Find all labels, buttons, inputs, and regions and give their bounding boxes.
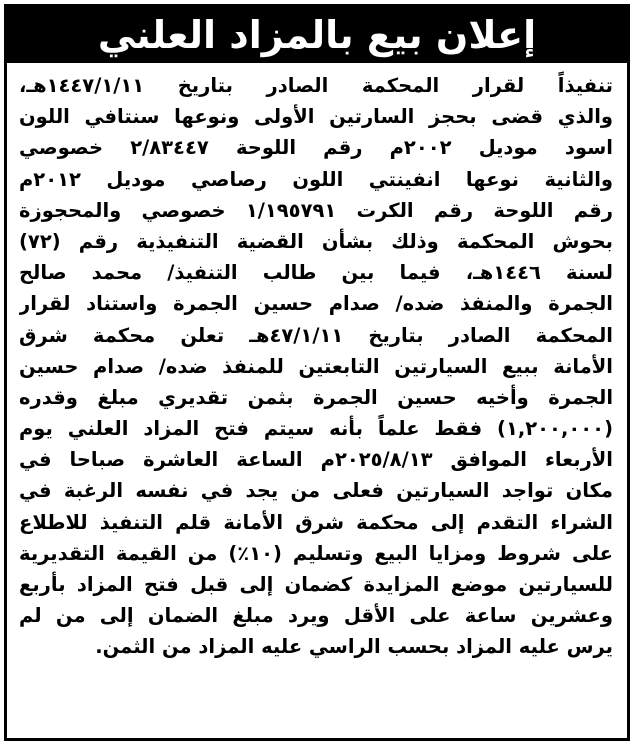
notice-line: المحكمة الصادر بتاريخ ٤٧/١/١١هـ تعلن محكمة شرق [19,323,613,347]
notice-line: الشراء التقدم إلى محكمة شرق الأمانة قلم التنفيذ للاطلاع [19,510,613,534]
notice-line: الأمانة ببيع السيارتين التابعتين للمنفذ ضده/ صدام حسين [19,354,613,378]
notice-line: يرس عليه المزاد بحسب الراسي عليه المزاد من الثمن. [95,635,613,659]
notice-body [19,70,613,663]
notice-line: مكان تواجد السيارتين فعلى من يجد في نفسه الرغبة في [19,479,613,503]
notice-line: على شروط ومزايا البيع وتسليم (١٠٪) من القيمة التقديرية [19,541,613,565]
notice-line: اسود موديل ٢٠٠٢م رقم اللوحة ٢/٨٣٤٤٧ خصوصي [19,136,613,160]
notice-line: والذي قضى بحجز السارتين الأولى ونوعها سنتافي اللون [19,105,613,129]
notice-line: رقم اللوحة رقم الكرت ١/١٩٥٧٩١ خصوصي والمحجوزة [19,198,613,222]
notice-line: (١,٢٠٠,٠٠٠) فقط علماً بأنه سيتم فتح المزاد العلني يوم [19,417,613,441]
notice-line: والثانية نوعها انفينتي اللون رصاصي موديل ٢٠١٢م [19,167,613,191]
notice-header [7,7,627,63]
notice-title: إعلان بيع بالمزاد العلني [97,13,537,57]
notice-line: الأربعاء الموافق ٢٠٢٥/٨/١٣م الساعة العاشرة صباحا في [19,448,613,472]
notice-line: للسيارتين موضع المزايدة كضمان إلى قبل فتح المزاد بأربع [19,573,613,596]
notice-line: الجمرة وأخيه حسين الجمرة بثمن تقديري مبلغ وقدره [19,385,613,409]
notice-line: وعشرين ساعة على الأقل ويرد مبلغ الضمان إلى من لم [19,604,613,628]
notice-line: الجمرة والمنفذ ضده/ صدام حسين الجمرة واستناد لقرار [19,292,613,316]
notice-frame [4,4,630,741]
notice-line: لسنة ١٤٤٦هـ، فيما بين طالب التنفيذ/ محمد صالح [19,261,613,285]
notice-line: تنفيذاً لقرار المحكمة الصادر بتاريخ ١٤٤٧/١/١١هـ، [19,74,613,97]
notice-line: بحوش المحكمة وذلك بشأن القضية التنفيذية رقم (٧٢) [19,229,613,253]
